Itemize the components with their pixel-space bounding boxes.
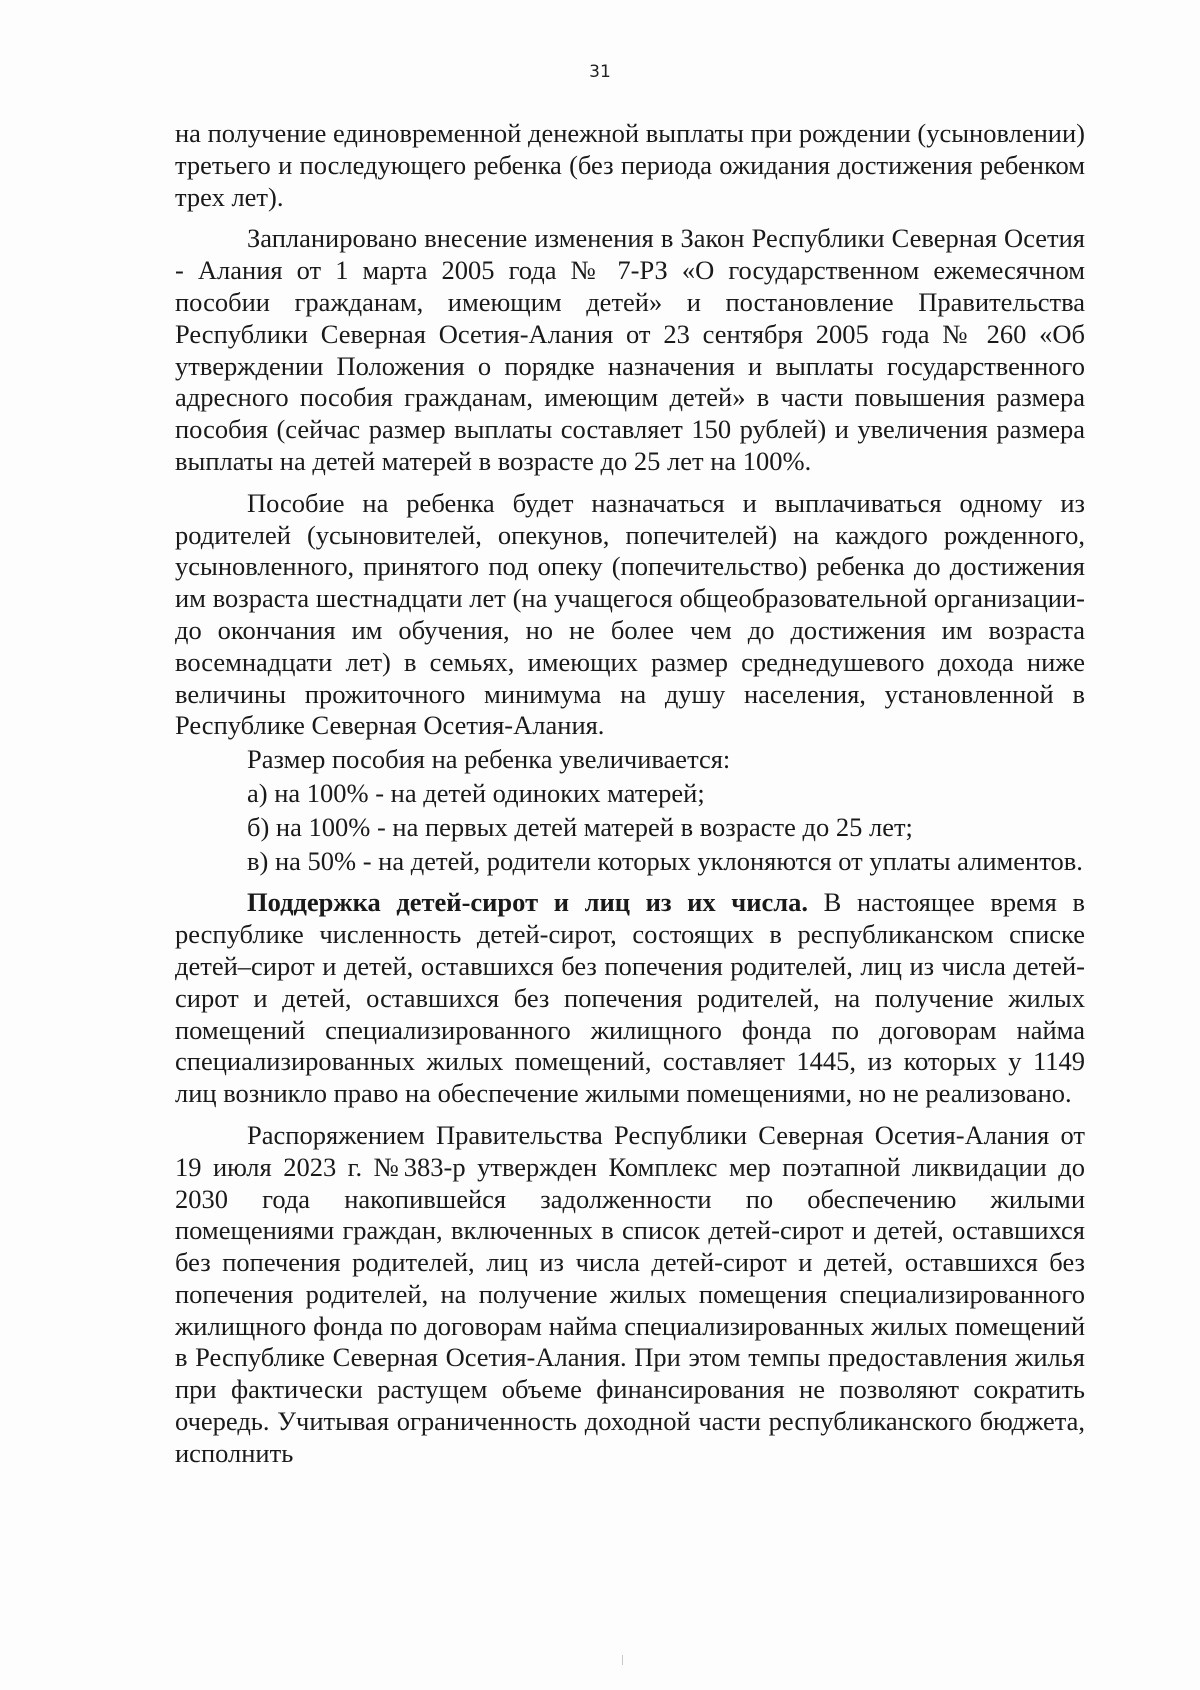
section-text: В настоящее время в республике численность детей-сирот, состоящих в республиканском списке детей–сирот и детей, оставшихся без попечения родителей, лиц из числа детей-сирот и детей, оставшихся без попечения родителей, на получение жилых помещений специализированного жилищного фонда по договорам найма специализированных жилых помещений, составляет 1445, из которых у 1149 лиц возникло право на обеспечение жилыми помещениями, но не реализовано. [175, 887, 1085, 1109]
paragraph-2: Запланировано внесение изменения в Закон Республики Северная Осетия - Алания от 1 марта 2005 года № 7-РЗ «О государственном ежемесячном пособии гражданам, имеющим детей» и постановление Правительства Республики Северная Осетия-Алания от 23 сентября 2005 года № 260 «Об утверждении Положения о порядке назначения и выплаты государственного адресного пособия гражданам, имеющим детей» в части повышения размера пособия (сейчас размер выплаты составляет 150 рублей) и увеличения размера выплаты на детей матерей в возрасте до 25 лет на 100%. [175, 223, 1085, 476]
section-heading: Поддержка детей-сирот и лиц из их числа. [247, 887, 809, 918]
document-body [175, 118, 1085, 1470]
scan-artifact [622, 1655, 623, 1665]
paragraph-1: на получение единовременной денежной выплаты при рождении (усыновлении) третьего и последующего ребенка (без периода ожидания достижения ребенком трех лет). [175, 118, 1085, 212]
paragraph-decree: Распоряжением Правительства Республики Северная Осетия-Алания от 19 июля 2023 г. №383-р утвержден Комплекс мер поэтапной ликвидации до 2030 года накопившейся задолженности по обеспечению жилыми помещениями граждан, включенных в список детей-сирот и детей, оставшихся без попечения родителей, лиц из числа детей-сирот и детей, оставшихся без попечения родителей, на получение жилых помещения специализированного жилищного фонда по договорам найма специализированных жилых помещений в Республике Северная Осетия-Алания. При этом темпы предоставления жилья при фактически растущем объеме финансирования не позволяют сократить очередь. Учитывая ограниченность доходной части республиканского бюджета, исполнить [175, 1119, 1085, 1468]
page-number: 31 [589, 62, 611, 82]
paragraph-3: Пособие на ребенка будет назначаться и выплачиваться одному из родителей (усыновителей, опекунов, попечителей) на каждого рожденного, усыновленного, принятого под опеку (попечительство) ребенка до достижения им возраста шестнадцати лет (на учащегося общеобразовательной организации- до окончания им обучения, но не более чем до достижения им возраста восемнадцати лет) в семьях, имеющих размер среднедушевого дохода ниже величины прожиточного минимума на душу населения, установленной в Республике Северная Осетия-Алания. [175, 487, 1085, 741]
list-item-a: а) на 100% - на детей одиноких матерей; [247, 777, 705, 808]
paragraph-orphans-support [175, 887, 1085, 1110]
list-item-c: в) на 50% - на детей, родители которых уклоняются от уплаты алиментов. [247, 845, 1083, 876]
paragraph-4: Размер пособия на ребенка увеличивается: [247, 744, 731, 775]
list-item-b: б) на 100% - на первых детей матерей в возрасте до 25 лет; [247, 811, 913, 842]
